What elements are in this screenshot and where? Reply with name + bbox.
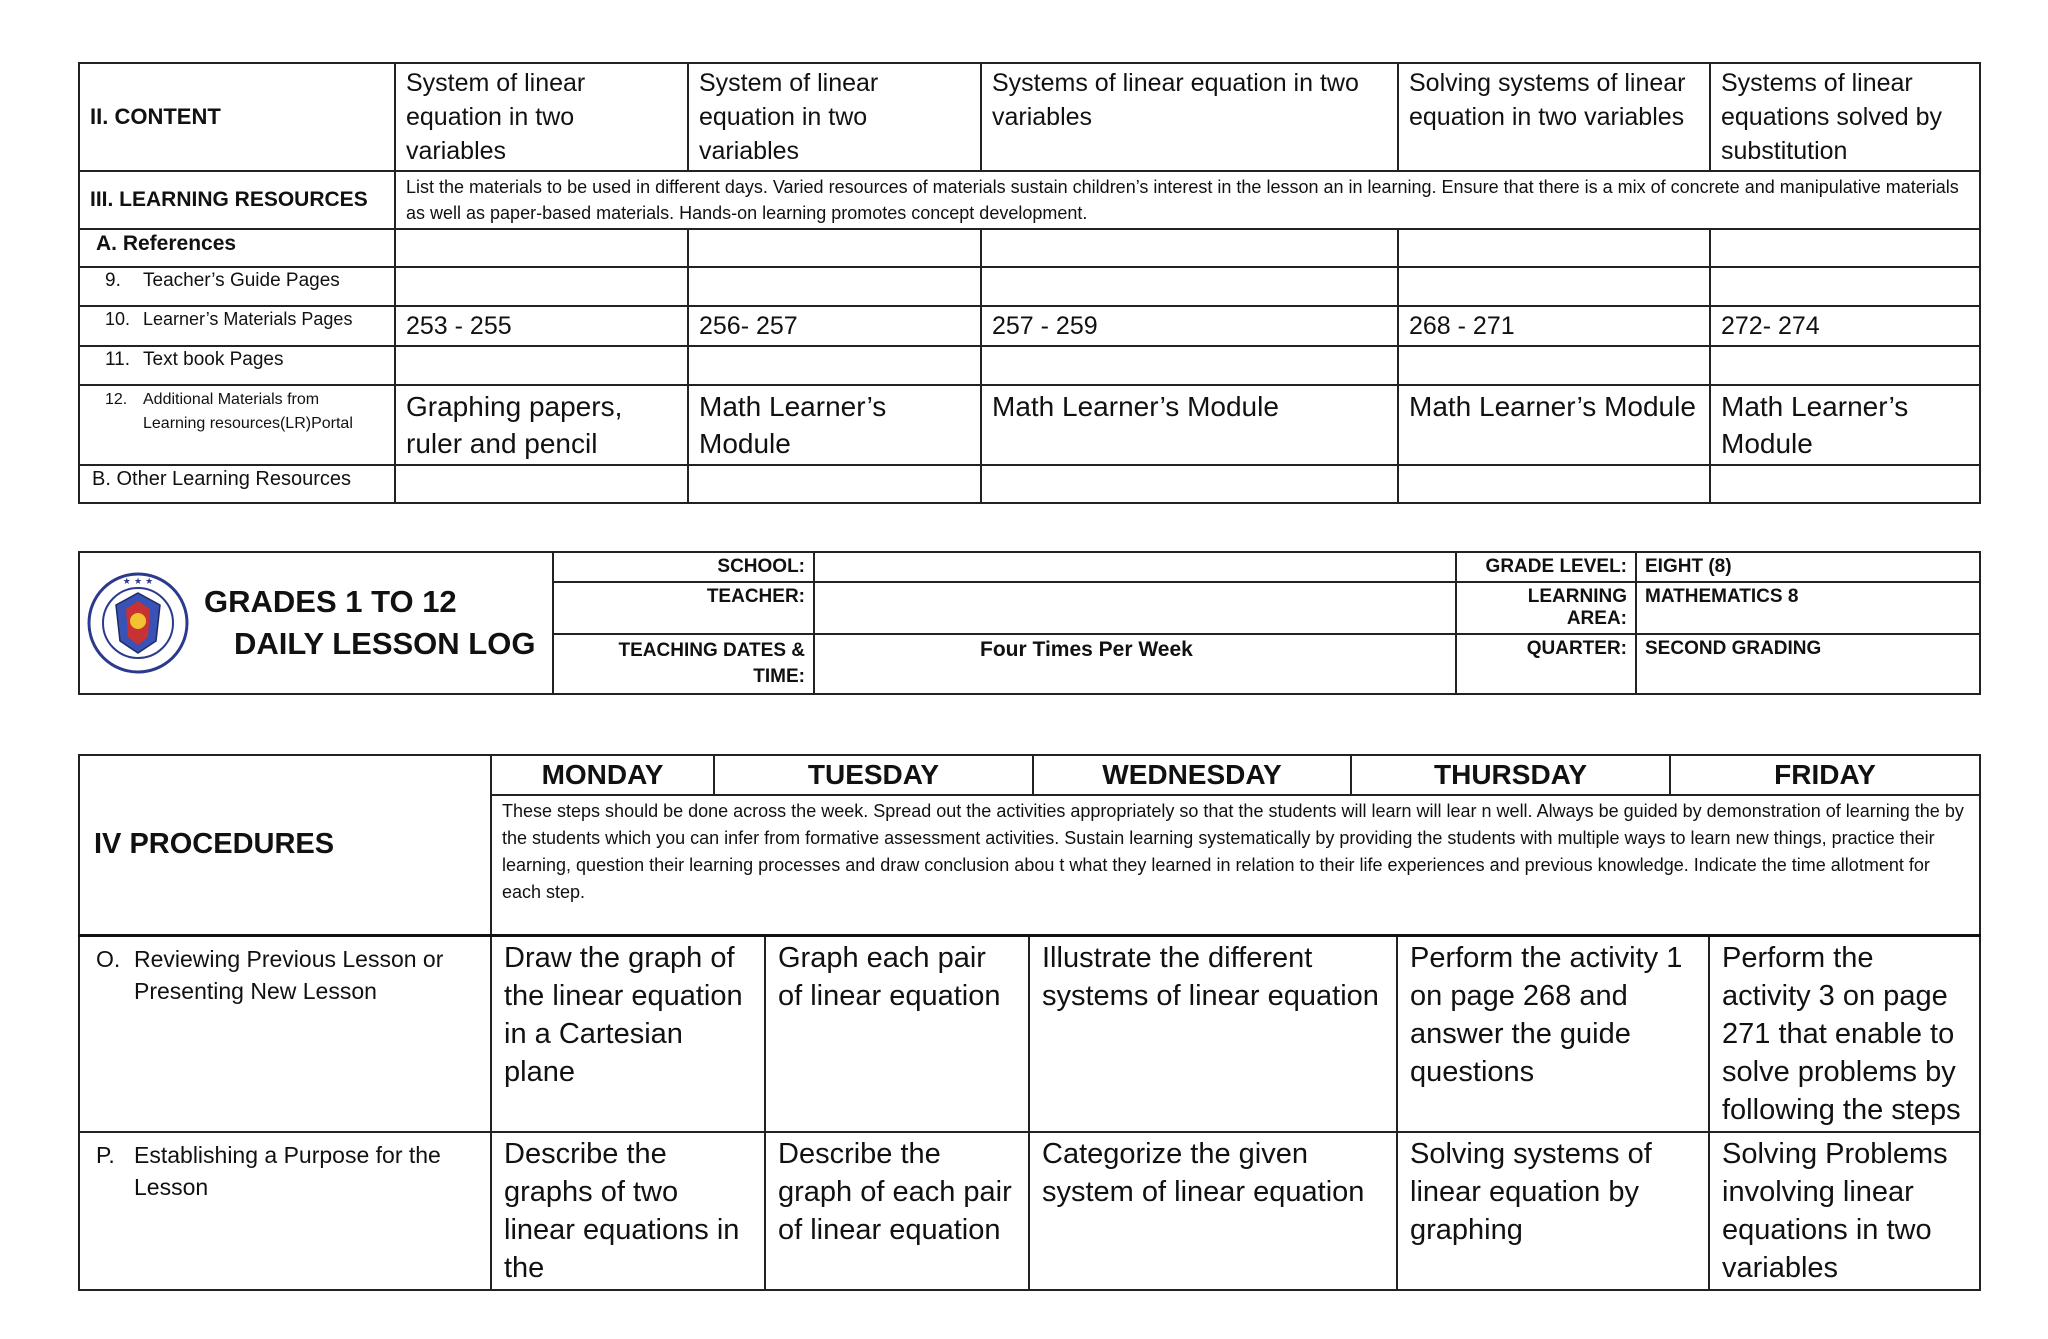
empty-cell xyxy=(981,346,1398,385)
step-purpose-tuesday: Describe the graph of each pair of linear equation xyxy=(765,1132,1029,1290)
step-reviewing-thursday: Perform the activity 1 on page 268 and answer the guide questions xyxy=(1397,935,1709,1132)
step-reviewing-friday: Perform the activity 3 on page 271 that enable to solve problems by following the steps xyxy=(1709,935,1980,1132)
day-monday: MONDAY xyxy=(492,756,715,794)
school-value xyxy=(814,552,1456,582)
empty-cell xyxy=(1398,229,1710,267)
additional-materials-label xyxy=(79,385,395,465)
ref-text: Learner’s Materials Pages xyxy=(143,309,353,329)
day-thursday: THURSDAY xyxy=(1352,756,1671,794)
step-purpose-thursday: Solving systems of linear equation by graphing xyxy=(1397,1132,1709,1290)
empty-cell xyxy=(395,267,688,306)
lm-pages-thursday: 268 - 271 xyxy=(1398,306,1710,346)
content-wednesday: Systems of linear equation in two variables xyxy=(981,63,1398,171)
step-text: Reviewing Previous Lesson or Presenting New Lesson xyxy=(134,945,444,1004)
ref-text: Text book Pages xyxy=(143,349,284,370)
additional-materials-row xyxy=(79,385,1980,465)
lesson-log-header-table xyxy=(78,551,1981,695)
ref-number: 10. xyxy=(105,309,131,329)
day-wednesday: WEDNESDAY xyxy=(1034,756,1352,794)
empty-cell xyxy=(1398,465,1710,503)
day-headers xyxy=(491,755,1980,795)
day-tuesday: TUESDAY xyxy=(715,756,1034,794)
content-row xyxy=(79,63,1980,171)
teachers-guide-row xyxy=(79,267,1980,306)
ref-number: 12. xyxy=(105,391,128,408)
teaching-dates-value: Four Times Per Week xyxy=(814,634,1456,694)
empty-cell xyxy=(395,465,688,503)
empty-cell xyxy=(1710,267,1980,306)
procedures-days-row xyxy=(79,755,1980,795)
deped-seal-icon xyxy=(86,571,190,675)
lm-pages-monday: 253 - 255 xyxy=(395,306,688,346)
procedure-step-row xyxy=(79,935,1980,1132)
ref-text: Additional Materials from Learning resources(LR)Portal xyxy=(143,391,353,432)
step-purpose-monday: Describe the graphs of two linear equations in the xyxy=(491,1132,765,1290)
learning-resources-row xyxy=(79,171,1980,229)
procedures-label: IV PROCEDURES xyxy=(79,755,491,935)
learners-materials-label xyxy=(79,306,395,346)
svg-text:★ ★ ★: ★ ★ ★ xyxy=(122,577,154,587)
empty-cell xyxy=(688,267,981,306)
step-reviewing-tuesday: Graph each pair of linear equation xyxy=(765,935,1029,1132)
title-line-1: GRADES 1 TO 12 xyxy=(204,584,457,619)
empty-cell xyxy=(1710,465,1980,503)
empty-cell xyxy=(395,229,688,267)
content-label: II. CONTENT xyxy=(79,63,395,171)
ref-number: 11. xyxy=(105,349,131,370)
empty-cell xyxy=(1710,229,1980,267)
ref-number: 9. xyxy=(105,270,121,291)
empty-cell xyxy=(981,465,1398,503)
content-thursday: Solving systems of linear equation in two variables xyxy=(1398,63,1710,171)
references-label: A. References xyxy=(79,229,395,267)
learning-resources-note: List the materials to be used in different days. Varied resources of materials sustain children’s interest in the lesson an in learning. Ensure that there is a mix of concrete and manipulative materials as well as paper-based materials. Hands-on learning promotes concept development. xyxy=(395,171,1980,229)
empty-cell xyxy=(1398,267,1710,306)
teaching-dates-label: TEACHING DATES & TIME: xyxy=(553,634,814,694)
quarter-label: QUARTER: xyxy=(1456,634,1636,694)
step-purpose-wednesday: Categorize the given system of linear equation xyxy=(1029,1132,1397,1290)
step-reviewing-wednesday: Illustrate the different systems of linear equation xyxy=(1029,935,1397,1132)
title-line-2: DAILY LESSON LOG xyxy=(234,626,536,661)
additional-friday: Math Learner’s Module xyxy=(1710,385,1980,465)
procedure-step-row xyxy=(79,1132,1980,1290)
teachers-guide-label xyxy=(79,267,395,306)
grade-level-value: EIGHT (8) xyxy=(1636,552,1980,582)
content-resources-table xyxy=(78,62,1981,504)
step-reviewing-label xyxy=(79,935,491,1132)
empty-cell xyxy=(981,267,1398,306)
procedures-note: These steps should be done across the week. Spread out the activities appropriately so that the students will learn will lear n well. Always be guided by demonstration of learning the by the students which you can infer from formative assessment activities. Sustain learning systematically by providing the students with multiple ways to learn new things, practice their learning, question their learning processes and draw conclusion abou t what they learned in relation to their life experiences and previous knowledge. Indicate the time allotment for each step. xyxy=(491,795,1980,935)
textbook-row xyxy=(79,346,1980,385)
empty-cell xyxy=(688,346,981,385)
quarter-value: SECOND GRADING xyxy=(1636,634,1980,694)
step-letter: P. xyxy=(96,1141,115,1168)
teacher-value xyxy=(814,582,1456,634)
step-purpose-friday: Solving Problems involving linear equations in two variables xyxy=(1709,1132,1980,1290)
content-tuesday: System of linear equation in two variables xyxy=(688,63,981,171)
empty-cell xyxy=(1398,346,1710,385)
title-cell xyxy=(79,552,553,694)
content-monday: System of linear equation in two variables xyxy=(395,63,688,171)
step-text: Establishing a Purpose for the Lesson xyxy=(134,1141,441,1200)
learners-materials-row xyxy=(79,306,1980,346)
additional-wednesday: Math Learner’s Module xyxy=(981,385,1398,465)
content-friday: Systems of linear equations solved by substitution xyxy=(1710,63,1980,171)
textbook-label xyxy=(79,346,395,385)
additional-thursday: Math Learner’s Module xyxy=(1398,385,1710,465)
learning-area-value: MATHEMATICS 8 xyxy=(1636,582,1980,634)
additional-tuesday: Math Learner’s Module xyxy=(688,385,981,465)
empty-cell xyxy=(395,346,688,385)
procedures-table xyxy=(78,754,1981,1291)
other-resources-label: B. Other Learning Resources xyxy=(79,465,395,503)
empty-cell xyxy=(981,229,1398,267)
other-resources-row xyxy=(79,465,1980,503)
grade-level-label: GRADE LEVEL: xyxy=(1456,552,1636,582)
step-reviewing-monday: Draw the graph of the linear equation in a Cartesian plane xyxy=(491,935,765,1132)
step-letter: O. xyxy=(96,945,121,972)
document-title xyxy=(204,581,535,665)
empty-cell xyxy=(688,465,981,503)
day-friday: FRIDAY xyxy=(1774,759,1876,790)
additional-monday: Graphing papers, ruler and pencil xyxy=(395,385,688,465)
learning-area-label: LEARNING AREA: xyxy=(1456,582,1636,634)
step-purpose-label xyxy=(79,1132,491,1290)
lm-pages-friday: 272- 274 xyxy=(1710,306,1980,346)
school-label: SCHOOL: xyxy=(553,552,814,582)
ref-text: Teacher’s Guide Pages xyxy=(143,270,340,291)
lm-pages-wednesday: 257 - 259 xyxy=(981,306,1398,346)
empty-cell xyxy=(688,229,981,267)
header-row-school xyxy=(79,552,1980,582)
references-row xyxy=(79,229,1980,267)
learning-resources-label: III. LEARNING RESOURCES xyxy=(79,171,395,229)
empty-cell xyxy=(1710,346,1980,385)
lm-pages-tuesday: 256- 257 xyxy=(688,306,981,346)
teacher-label: TEACHER: xyxy=(553,582,814,634)
